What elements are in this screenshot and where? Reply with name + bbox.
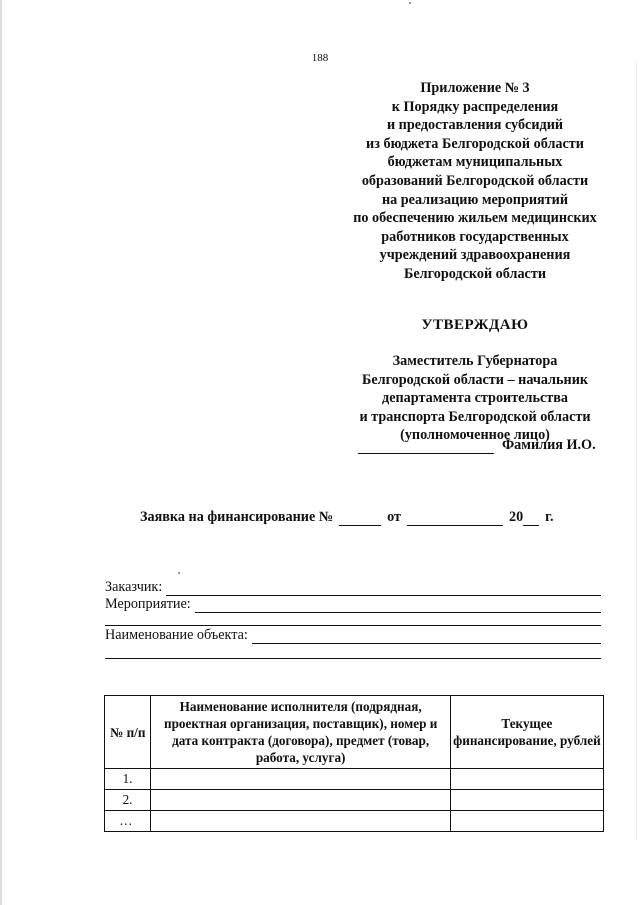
appendix-line: и предоставления субсидий — [386, 117, 564, 134]
table-row — [105, 811, 604, 832]
request-year-suffix: г. — [545, 509, 554, 525]
event-line[interactable] — [195, 598, 601, 613]
appendix-line: образований Белгородской области — [361, 172, 589, 189]
row-contractor-cell[interactable] — [151, 790, 450, 811]
request-from: от — [387, 509, 401, 525]
table-row — [105, 790, 604, 811]
approver-block — [330, 352, 620, 445]
row-finance-cell[interactable] — [450, 769, 603, 790]
row-num: … — [105, 811, 151, 832]
object-name-label: Наименование объекта: — [105, 627, 248, 643]
appendix-line: Белгородской области — [404, 265, 546, 282]
funding-table — [104, 695, 604, 832]
approval-title: УТВЕРЖДАЮ — [421, 317, 529, 333]
approver-line: департамента строительства — [382, 390, 568, 407]
request-year-prefix: 20 — [508, 509, 524, 525]
scan-edge-right — [636, 60, 637, 840]
appendix-line: по обеспечению жильем медицинских — [353, 210, 597, 227]
scan-speck — [409, 2, 411, 4]
row-contractor-cell[interactable] — [151, 769, 450, 790]
appendix-line: из бюджета Белгородской области — [366, 135, 584, 152]
appendix-line: бюджетам муниципальных — [387, 154, 563, 171]
request-number-blank[interactable] — [339, 510, 381, 526]
approver-line: (уполномоченное лицо) — [400, 427, 550, 444]
signature-name: Фамилия И.О. — [502, 437, 596, 453]
request-year-blank[interactable] — [523, 510, 539, 526]
row-num: 1. — [105, 769, 151, 790]
appendix-line: работников государственных — [381, 228, 569, 245]
object-name-field — [105, 627, 601, 644]
table-row — [105, 769, 604, 790]
object-name-line[interactable] — [252, 629, 601, 644]
customer-line[interactable] — [166, 581, 601, 596]
request-title — [140, 509, 554, 526]
header-num: № п/п — [105, 696, 151, 769]
appendix-line: учреждений здравоохранения — [379, 247, 571, 264]
page-number: 188 — [311, 52, 329, 64]
approver-line: и транспорта Белгородской области — [359, 408, 591, 425]
row-finance-cell[interactable] — [450, 811, 603, 832]
row-finance-cell[interactable] — [450, 790, 603, 811]
request-prefix: Заявка на финансирование № — [140, 509, 334, 525]
approver-line: Белгородской области – начальник — [361, 371, 589, 388]
table-header-row — [105, 696, 604, 769]
event-continuation-line[interactable] — [105, 625, 601, 626]
row-contractor-cell[interactable] — [151, 811, 450, 832]
appendix-block — [330, 79, 620, 284]
event-field — [105, 596, 601, 613]
customer-label: Заказчик: — [105, 579, 163, 595]
appendix-line: Приложение № 3 — [420, 80, 530, 96]
event-label: Мероприятие: — [105, 596, 191, 612]
row-num: 2. — [105, 790, 151, 811]
scan-speck — [178, 572, 180, 574]
appendix-line: к Порядку распределения — [391, 98, 559, 115]
scan-edge-left — [0, 0, 2, 905]
approver-line: Заместитель Губернатора — [392, 353, 558, 369]
signature-line — [358, 437, 596, 454]
appendix-line: на реализацию мероприятий — [381, 191, 569, 208]
signature-blank[interactable] — [358, 438, 494, 454]
header-finance: Текущее финансирование, рублей — [450, 696, 603, 769]
header-contractor: Наименование исполнителя (подрядная, проектная организация, поставщик), номер и дата контракта (договора), предмет (товар, работа, услуга) — [151, 696, 450, 769]
object-continuation-line[interactable] — [105, 658, 601, 659]
request-date-blank[interactable] — [407, 510, 503, 526]
customer-field — [105, 579, 601, 596]
